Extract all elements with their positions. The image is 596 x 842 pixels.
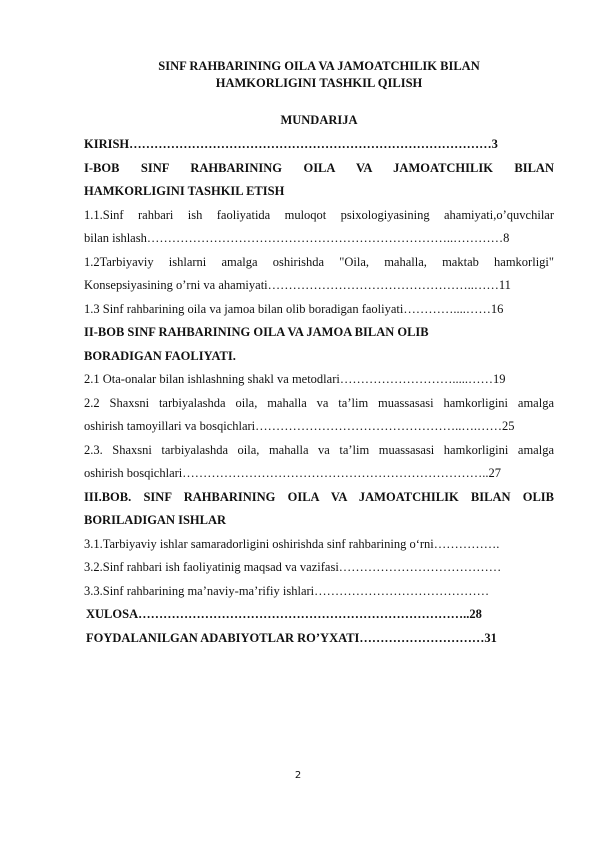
toc-entry: 3.1.Tarbiyaviy ishlar samaradorligini oshirishda sinf rahbarining o‘rni……………. (84, 536, 500, 551)
toc-entry: 3.3.Sinf rahbarining ma’naviy-ma’rifiy ishlari…………………………………… (84, 583, 490, 598)
toc-entry: HAMKORLIGINI TASHKIL ETISH (84, 184, 285, 198)
table-of-contents (84, 133, 554, 650)
toc-entry: XULOSA……………………………………………………………………..28 (86, 607, 482, 621)
toc-entry: Konsepsiyasining o’rni va ahamiyati…………………………………………..……11 (84, 278, 511, 292)
toc-entry: 2.3. Shaxsni tarbiyalashda oila, mahalla va ta’lim muassasasi hamkorligini amalga (84, 442, 554, 457)
toc-entry: 1.3 Sinf rahbarining oila va jamoa bilan olib boradigan faoliyati…………....……16 (84, 301, 504, 316)
toc-entry: bilan ishlash………………………………………………………………..…………8 (84, 231, 510, 245)
title-line-2: HAMKORLIGINI TASHKIL QILISH (215, 76, 423, 90)
toc-entry: 2.2 Shaxsni tarbiyalashda oila, mahalla va ta’lim muassasasi hamkorligini amalga (84, 395, 554, 410)
toc-entry: 1.2Tarbiyaviy ishlarni amalga oshirishda "Oila, mahalla, maktab hamkorligi" (84, 254, 554, 269)
toc-entry: 2.1 Ota-onalar bilan ishlashning shakl va metodlari……………………….....……19 (84, 372, 506, 386)
toc-entry: I-BOB SINF RAHBARINING OILA VA JAMOATCHILIK BILAN (84, 160, 554, 175)
toc-entry: FOYDALANILGAN ADABIYOTLAR RO’YXATI…………………………31 (86, 630, 497, 645)
toc-entry: III.BOB. SINF RAHBARINING OILA VA JAMOATCHILIK BILAN OLIB (84, 489, 554, 504)
toc-entry: BORILADIGAN ISHLAR (84, 513, 227, 527)
title-line-1: SINF RAHBARINING OILA VA JAMOATCHILIK BILAN (158, 59, 480, 73)
toc-entry: oshirish tamoyillari va bosqichlari…………………………………………..….……25 (84, 419, 515, 433)
toc-entry: KIRISH……………………………………………………………………………3 (84, 137, 498, 151)
toc-entry: II-BOB SINF RAHBARINING OILA VA JAMOA BILAN OLIB (84, 325, 429, 339)
toc-heading: MUNDARIJA (280, 113, 358, 127)
page-number: 2 (294, 770, 302, 781)
toc-entry: BORADIGAN FAOLIYATI. (84, 348, 236, 363)
toc-entry: 1.1.Sinf rahbari ish faoliyatida muloqot psixologiyasining ahamiyati,o’quvchilar (84, 207, 554, 222)
document-title (84, 58, 554, 92)
toc-entry: oshirish bosqichlari………………………………………………………………..27 (84, 466, 502, 480)
toc-entry: 3.2.Sinf rahbari ish faoliyatinig maqsad va vazifasi………………………………… (84, 560, 502, 574)
